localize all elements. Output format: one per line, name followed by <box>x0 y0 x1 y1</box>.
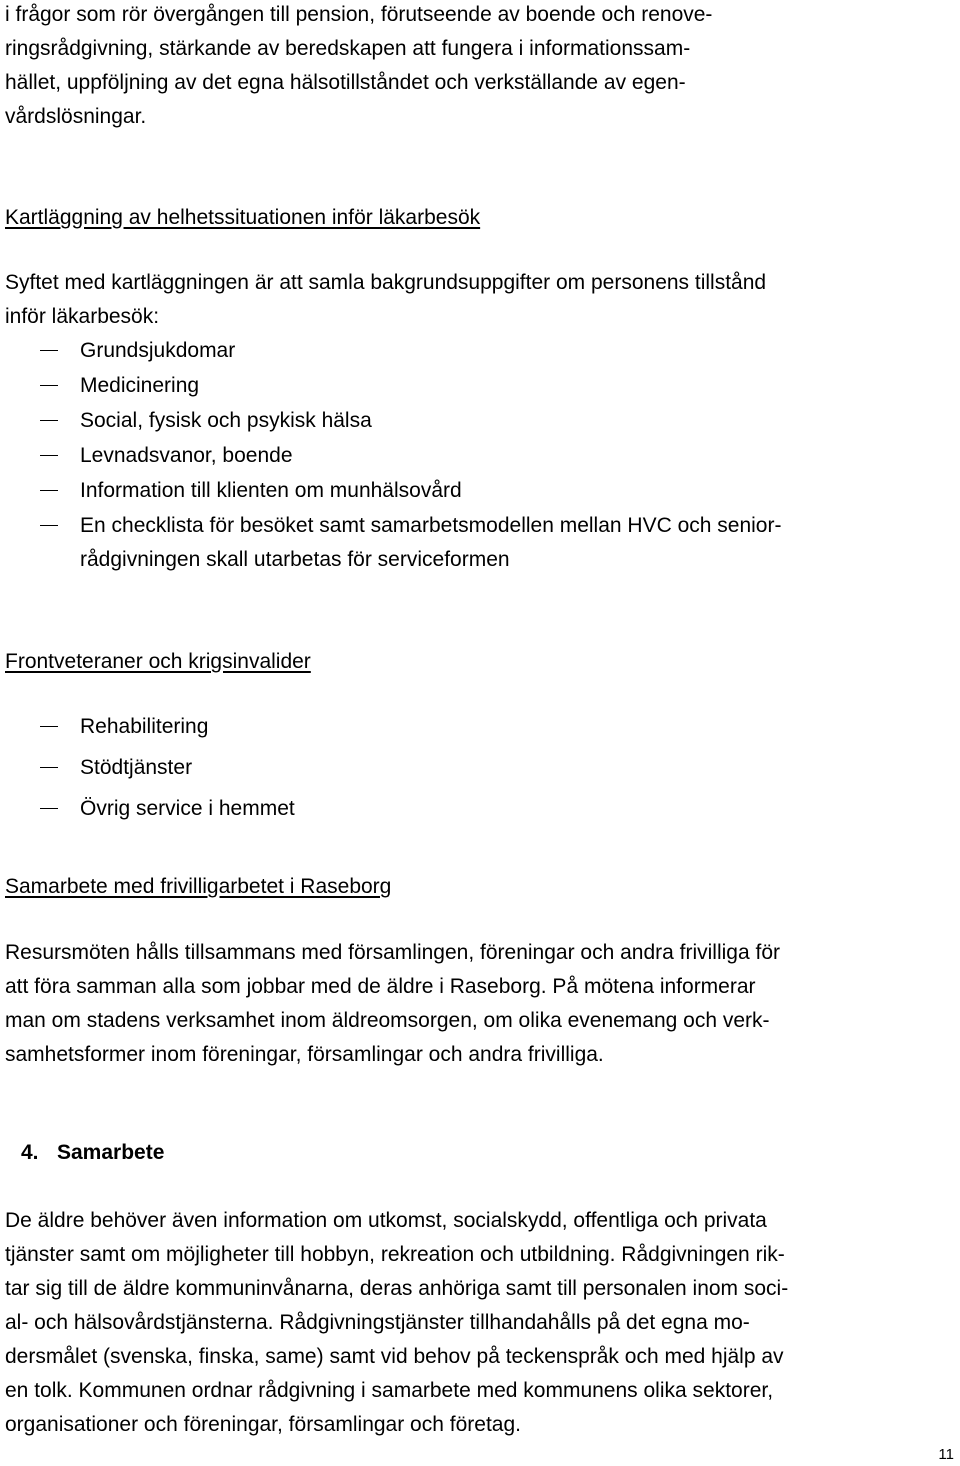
paragraph-line: man om stadens verksamhet inom äldreomsorgen, om olika evenemang och verk- <box>5 1009 770 1032</box>
list-item: Social, fysisk och psykisk hälsa <box>5 408 945 433</box>
paragraph-line: samhetsformer inom föreningar, församlingar och andra frivilliga. <box>5 1043 604 1066</box>
dash-bullet-icon <box>40 385 58 386</box>
paragraph-line: organisationer och föreningar, församlingar och företag. <box>5 1413 521 1436</box>
paragraph-line: Resursmöten hålls tillsammans med församlingen, föreningar och andra frivilliga för <box>5 941 781 964</box>
paragraph-line: Syftet med kartläggningen är att samla bakgrundsuppgifter om personens tillstånd <box>5 271 767 294</box>
dash-bullet-icon <box>40 726 58 727</box>
dash-bullet-icon <box>40 767 58 768</box>
heading-number: 4. <box>21 1141 39 1164</box>
heading-title: Samarbete <box>57 1141 165 1164</box>
section-heading: Samarbete med frivilligarbetet i Raseborg <box>5 875 392 898</box>
section-heading: Frontveteraner och krigsinvalider <box>5 650 311 673</box>
dash-bullet-icon <box>40 490 58 491</box>
paragraph-line: dersmålet (svenska, finska, same) samt vid behov på teckenspråk och med hjälp av <box>5 1345 784 1368</box>
list-item: Medicinering <box>5 373 945 398</box>
paragraph-line: att föra samman alla som jobbar med de äldre i Raseborg. På mötena informerar <box>5 975 756 998</box>
paragraph-line: tar sig till de äldre kommuninvånarna, deras anhöriga samt till personalen inom soci- <box>5 1277 789 1300</box>
section-heading: Kartläggning av helhetssituationen inför läkarbesök <box>5 206 481 229</box>
dash-bullet-icon <box>40 350 58 351</box>
paragraph-line: tjänster samt om möjligheter till hobbyn, rekreation och utbildning. Rådgivningen rik- <box>5 1243 785 1266</box>
paragraph-line: en tolk. Kommunen ordnar rådgivning i samarbete med kommunens olika sektorer, <box>5 1379 774 1402</box>
list-item-continuation: rådgivningen skall utarbetas för serviceformen <box>80 548 510 571</box>
dash-bullet-icon <box>40 420 58 421</box>
intro-line: i frågor som rör övergången till pension, förutseende av boende och renove- <box>5 3 713 26</box>
page-number: 11 <box>938 1446 954 1463</box>
intro-line: hället, uppföljning av det egna hälsotillståndet och verkställande av egen- <box>5 71 686 94</box>
intro-line: ringsrådgivning, stärkande av beredskapen att fungera i informationssam- <box>5 37 691 60</box>
paragraph-line: inför läkarbesök: <box>5 305 160 328</box>
dash-bullet-icon <box>40 525 58 526</box>
list-item: Information till klienten om munhälsovård <box>5 478 945 503</box>
list-item: Stödtjänster <box>5 755 945 780</box>
list-item: Övrig service i hemmet <box>5 796 945 821</box>
list-item: Levnadsvanor, boende <box>5 443 945 468</box>
paragraph-line: al- och hälsovårdstjänsterna. Rådgivningstjänster tillhandahålls på det egna mo- <box>5 1311 750 1334</box>
intro-line: vårdslösningar. <box>5 105 147 128</box>
paragraph-line: De äldre behöver även information om utkomst, socialskydd, offentliga och privata <box>5 1209 767 1232</box>
list-item: Grundsjukdomar <box>5 338 945 363</box>
list-item: En checklista för besöket samt samarbetsmodellen mellan HVC och senior- <box>5 513 945 538</box>
dash-bullet-icon <box>40 455 58 456</box>
dash-bullet-icon <box>40 808 58 809</box>
list-item: Rehabilitering <box>5 714 945 739</box>
